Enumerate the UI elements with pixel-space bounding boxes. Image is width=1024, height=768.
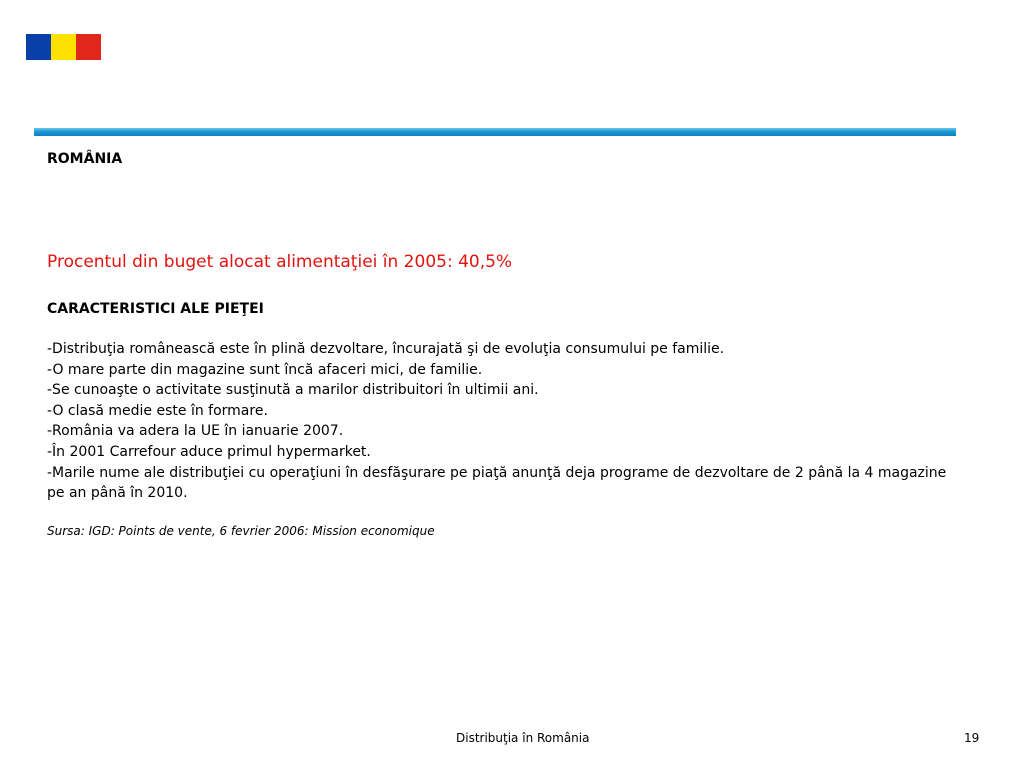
- flag-stripe-red: [76, 34, 101, 60]
- flag-stripe-blue: [26, 34, 51, 60]
- list-item: -În 2001 Carrefour aduce primul hypermarket.: [47, 443, 371, 460]
- budget-highlight: Procentul din buget alocat alimentaţiei în 2005: 40,5%: [47, 252, 513, 272]
- list-item: -O mare parte din magazine sunt încă afaceri mici, de familie.: [47, 361, 483, 378]
- section-title: CARACTERISTICI ALE PIEŢEI: [47, 301, 264, 317]
- list-item: -România va adera la UE în ianuarie 2007.: [47, 423, 344, 440]
- list-item: -Marile nume ale distribuţiei cu operaţiuni în desfăşurare pe piaţă anunţă deja programe de dezvoltare de 2 până la 4 magazine pe an până în 2010.: [47, 464, 947, 502]
- list-item: -Distribuţia românească este în plină dezvoltare, încurajată şi de evoluţia consumului pe familie.: [47, 341, 725, 357]
- flag-stripe-yellow: [51, 34, 76, 60]
- page-number: 19: [964, 731, 980, 745]
- list-item: -Se cunoaşte o activitate susţinută a marilor distribuitori în ultimii ani.: [47, 382, 539, 399]
- list-item: -O clasă medie este în formare.: [47, 402, 268, 419]
- source-note: Sursa: IGD: Points de vente, 6 fevrier 2006: Mission economique: [47, 524, 435, 538]
- footer-title: Distribuţia în România: [456, 731, 590, 745]
- header-divider: [34, 128, 956, 136]
- romania-flag-icon: [26, 34, 101, 60]
- country-title: ROMÂNIA: [47, 151, 123, 167]
- market-characteristics-list: [47, 339, 947, 504]
